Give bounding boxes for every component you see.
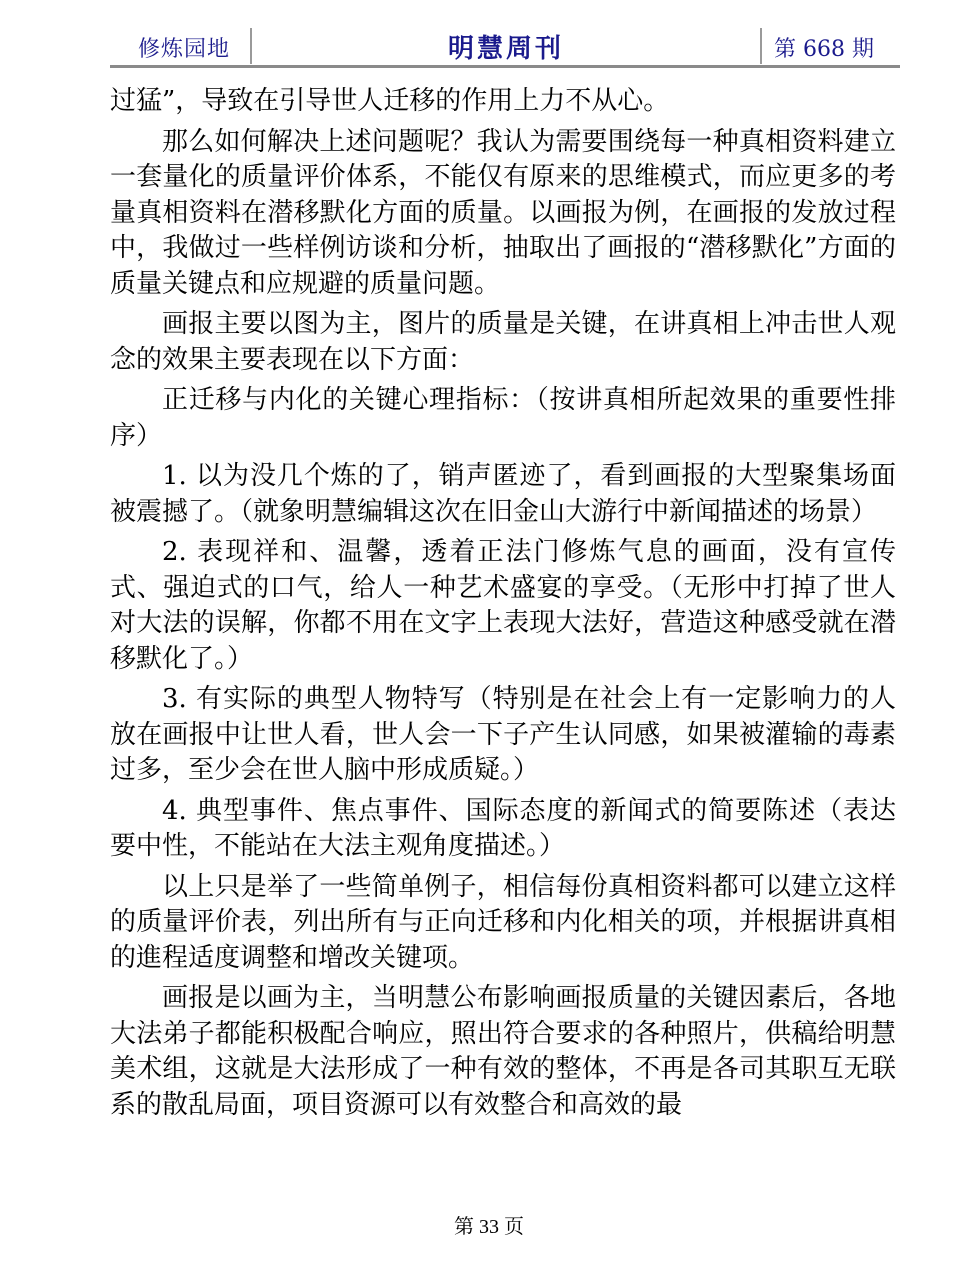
publication-title: 明慧周刊 — [447, 34, 564, 64]
header-issue-cell — [760, 28, 902, 64]
paragraph: 过猛”，导致在引导世人迁移的作用上力不从心。 — [110, 86, 670, 116]
header-section-cell — [110, 28, 252, 64]
header-divider — [110, 65, 900, 68]
list-item: 4. 典型事件、焦点事件、国际态度的新闻式的简要陈述（表达要中性，不能站在大法主观角度描述。） — [110, 795, 896, 861]
header-section-label: 修炼园地 — [138, 37, 231, 62]
paragraph: 以上只是举了一些简单例子，相信每份真相资料都可以建立这样的质量评价表，列出所有与正向迁移和内化相关的项，并根据讲真相的進程适度调整和增改关键项。 — [110, 871, 896, 973]
list-item: 2. 表现祥和、温馨，透着正法门修炼气息的画面，没有宣传式、强迫式的口气，给人一种艺术盛宴的享受。（无形中打掉了世人对大法的误解，你都不用在文字上表现大法好，营造这种感受就在潜移默化了。） — [110, 537, 896, 674]
header-title-cell — [252, 28, 760, 64]
paragraph: 那么如何解决上述问题呢？我认为需要围绕每一种真相资料建立一套量化的质量评价体系，不能仅有原来的思维模式，而应更多的考量真相资料在潜移默化方面的质量。以画报为例，在画报的发放过程中，我做过一些样例访谈和分析，抽取出了画报的“潜移默化”方面的质量关键点和应规避的质量问题。 — [110, 126, 896, 299]
list-item: 1. 以为没几个炼的了，销声匿迹了，看到画报的大型聚集场面被震撼了。（就象明慧编辑这次在旧金山大游行中新闻描述的场景） — [110, 461, 896, 527]
paragraph: 画报是以画为主，当明慧公布影响画报质量的关键因素后，各地大法弟子都能积极配合响应，照出符合要求的各种照片，供稿给明慧美术组，这就是大法形成了一种有效的整体，不再是各司其职互无联系的散乱局面，项目资源可以有效整合和高效的最 — [110, 983, 896, 1120]
list-item: 3. 有实际的典型人物特写（特别是在社会上有一定影响力的人放在画报中让世人看，世人会一下子产生认同感，如果被灌输的毒素过多，至少会在世人脑中形成质疑。） — [110, 684, 896, 785]
paragraph: 画报主要以图为主，图片的质量是关键，在讲真相上冲击世人观念的效果主要表现在以下方面： — [110, 309, 896, 375]
page-header — [110, 28, 900, 64]
issue-number: 第 668 期 — [774, 37, 874, 62]
page-number: 第 33 页 — [454, 1216, 524, 1238]
article-body — [110, 84, 896, 1128]
paragraph: 正迁移与内化的关键心理指标：（按讲真相所起效果的重要性排序） — [110, 385, 896, 451]
